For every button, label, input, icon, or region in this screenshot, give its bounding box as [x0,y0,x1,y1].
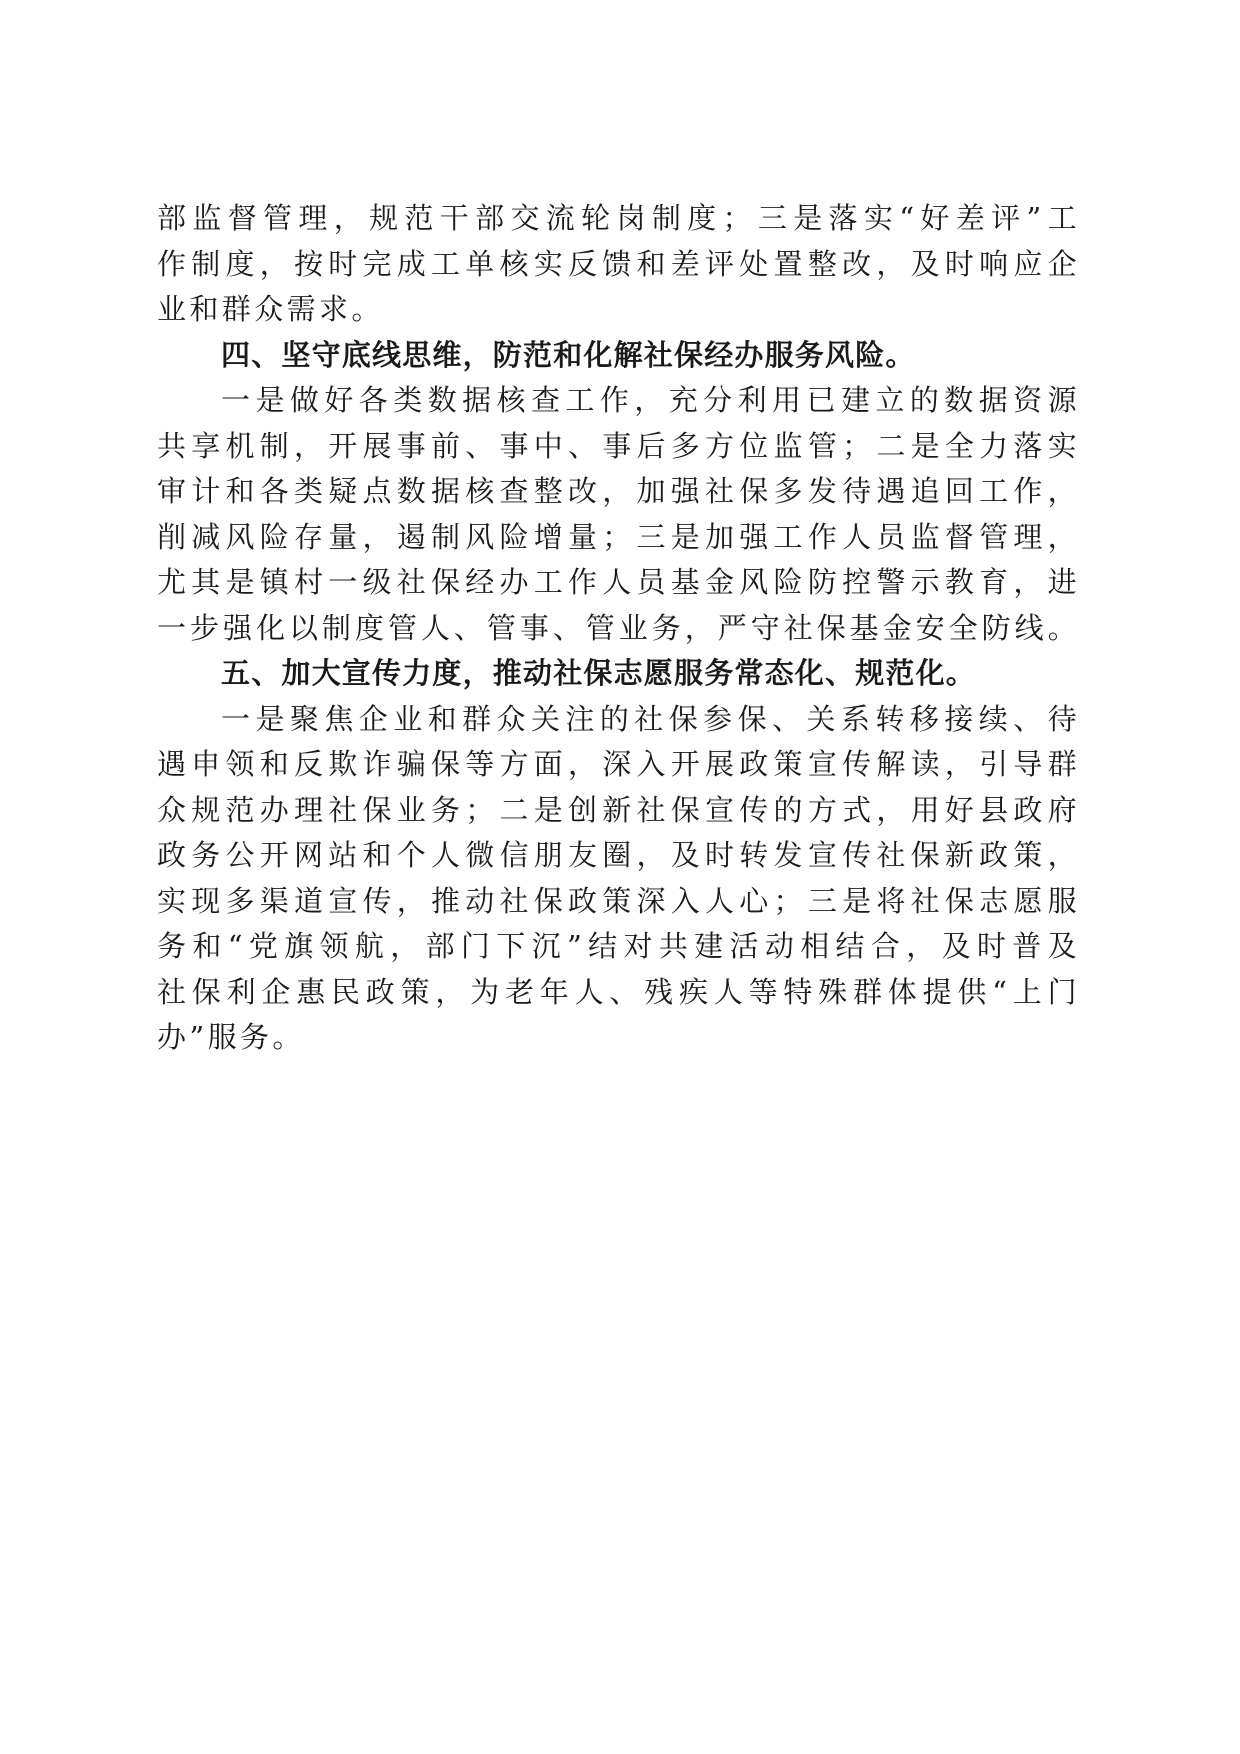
document-body [157,196,1080,1061]
section-heading-4: 四、坚守底线思维，防范和化解社保经办服务风险。 [221,337,916,372]
body-line: 众规范办理社保业务；二是创新社保宣传的方式，用好县政府 [157,792,1080,827]
body-line: 政务公开网站和个人微信朋友圈，及时转发宣传社保新政策， [157,838,1080,872]
body-line: 尤其是镇村一级社保经办工作人员基金风险防控警示教育，进 [157,565,1080,599]
section-heading-5: 五、加大宣传力度，推动社保志愿服务常态化、规范化。 [221,656,977,690]
body-line: 削减风险存量，遏制风险增量；三是加强工作人员监督管理， [157,519,1080,554]
body-line: 实现多渠道宣传，推动社保政策深入人心；三是将社保志愿服 [157,883,1080,918]
body-line: 一是聚焦企业和群众关注的社保参保、关系转移接续、待 [221,701,1080,736]
body-line: 业和群众需求。 [157,292,384,326]
body-line: 社保利企惠民政策，为老年人、残疾人等特殊群体提供“上门 [157,974,1080,1009]
body-line: 共享机制，开展事前、事中、事后多方位监管；二是全力落实 [157,428,1080,463]
body-line: 部监督管理，规范干部交流轮岗制度；三是落实“好差评”工 [157,201,1080,235]
body-line: 办”服务。 [157,1020,305,1054]
body-line: 一是做好各类数据核查工作，充分利用已建立的数据资源 [221,383,1080,417]
body-line: 务和“党旗领航，部门下沉”结对共建活动相结合，及时普及 [157,929,1080,963]
body-line: 一步强化以制度管人、管事、管业务，严守社保基金安全防线。 [157,610,1080,645]
body-line: 作制度，按时完成工单核实反馈和差评处置整改，及时响应企 [157,246,1080,281]
body-line: 遇申领和反欺诈骗保等方面，深入开展政策宣传解读，引导群 [157,747,1080,781]
body-line: 审计和各类疑点数据核查整改，加强社保多发待遇追回工作， [157,474,1080,508]
